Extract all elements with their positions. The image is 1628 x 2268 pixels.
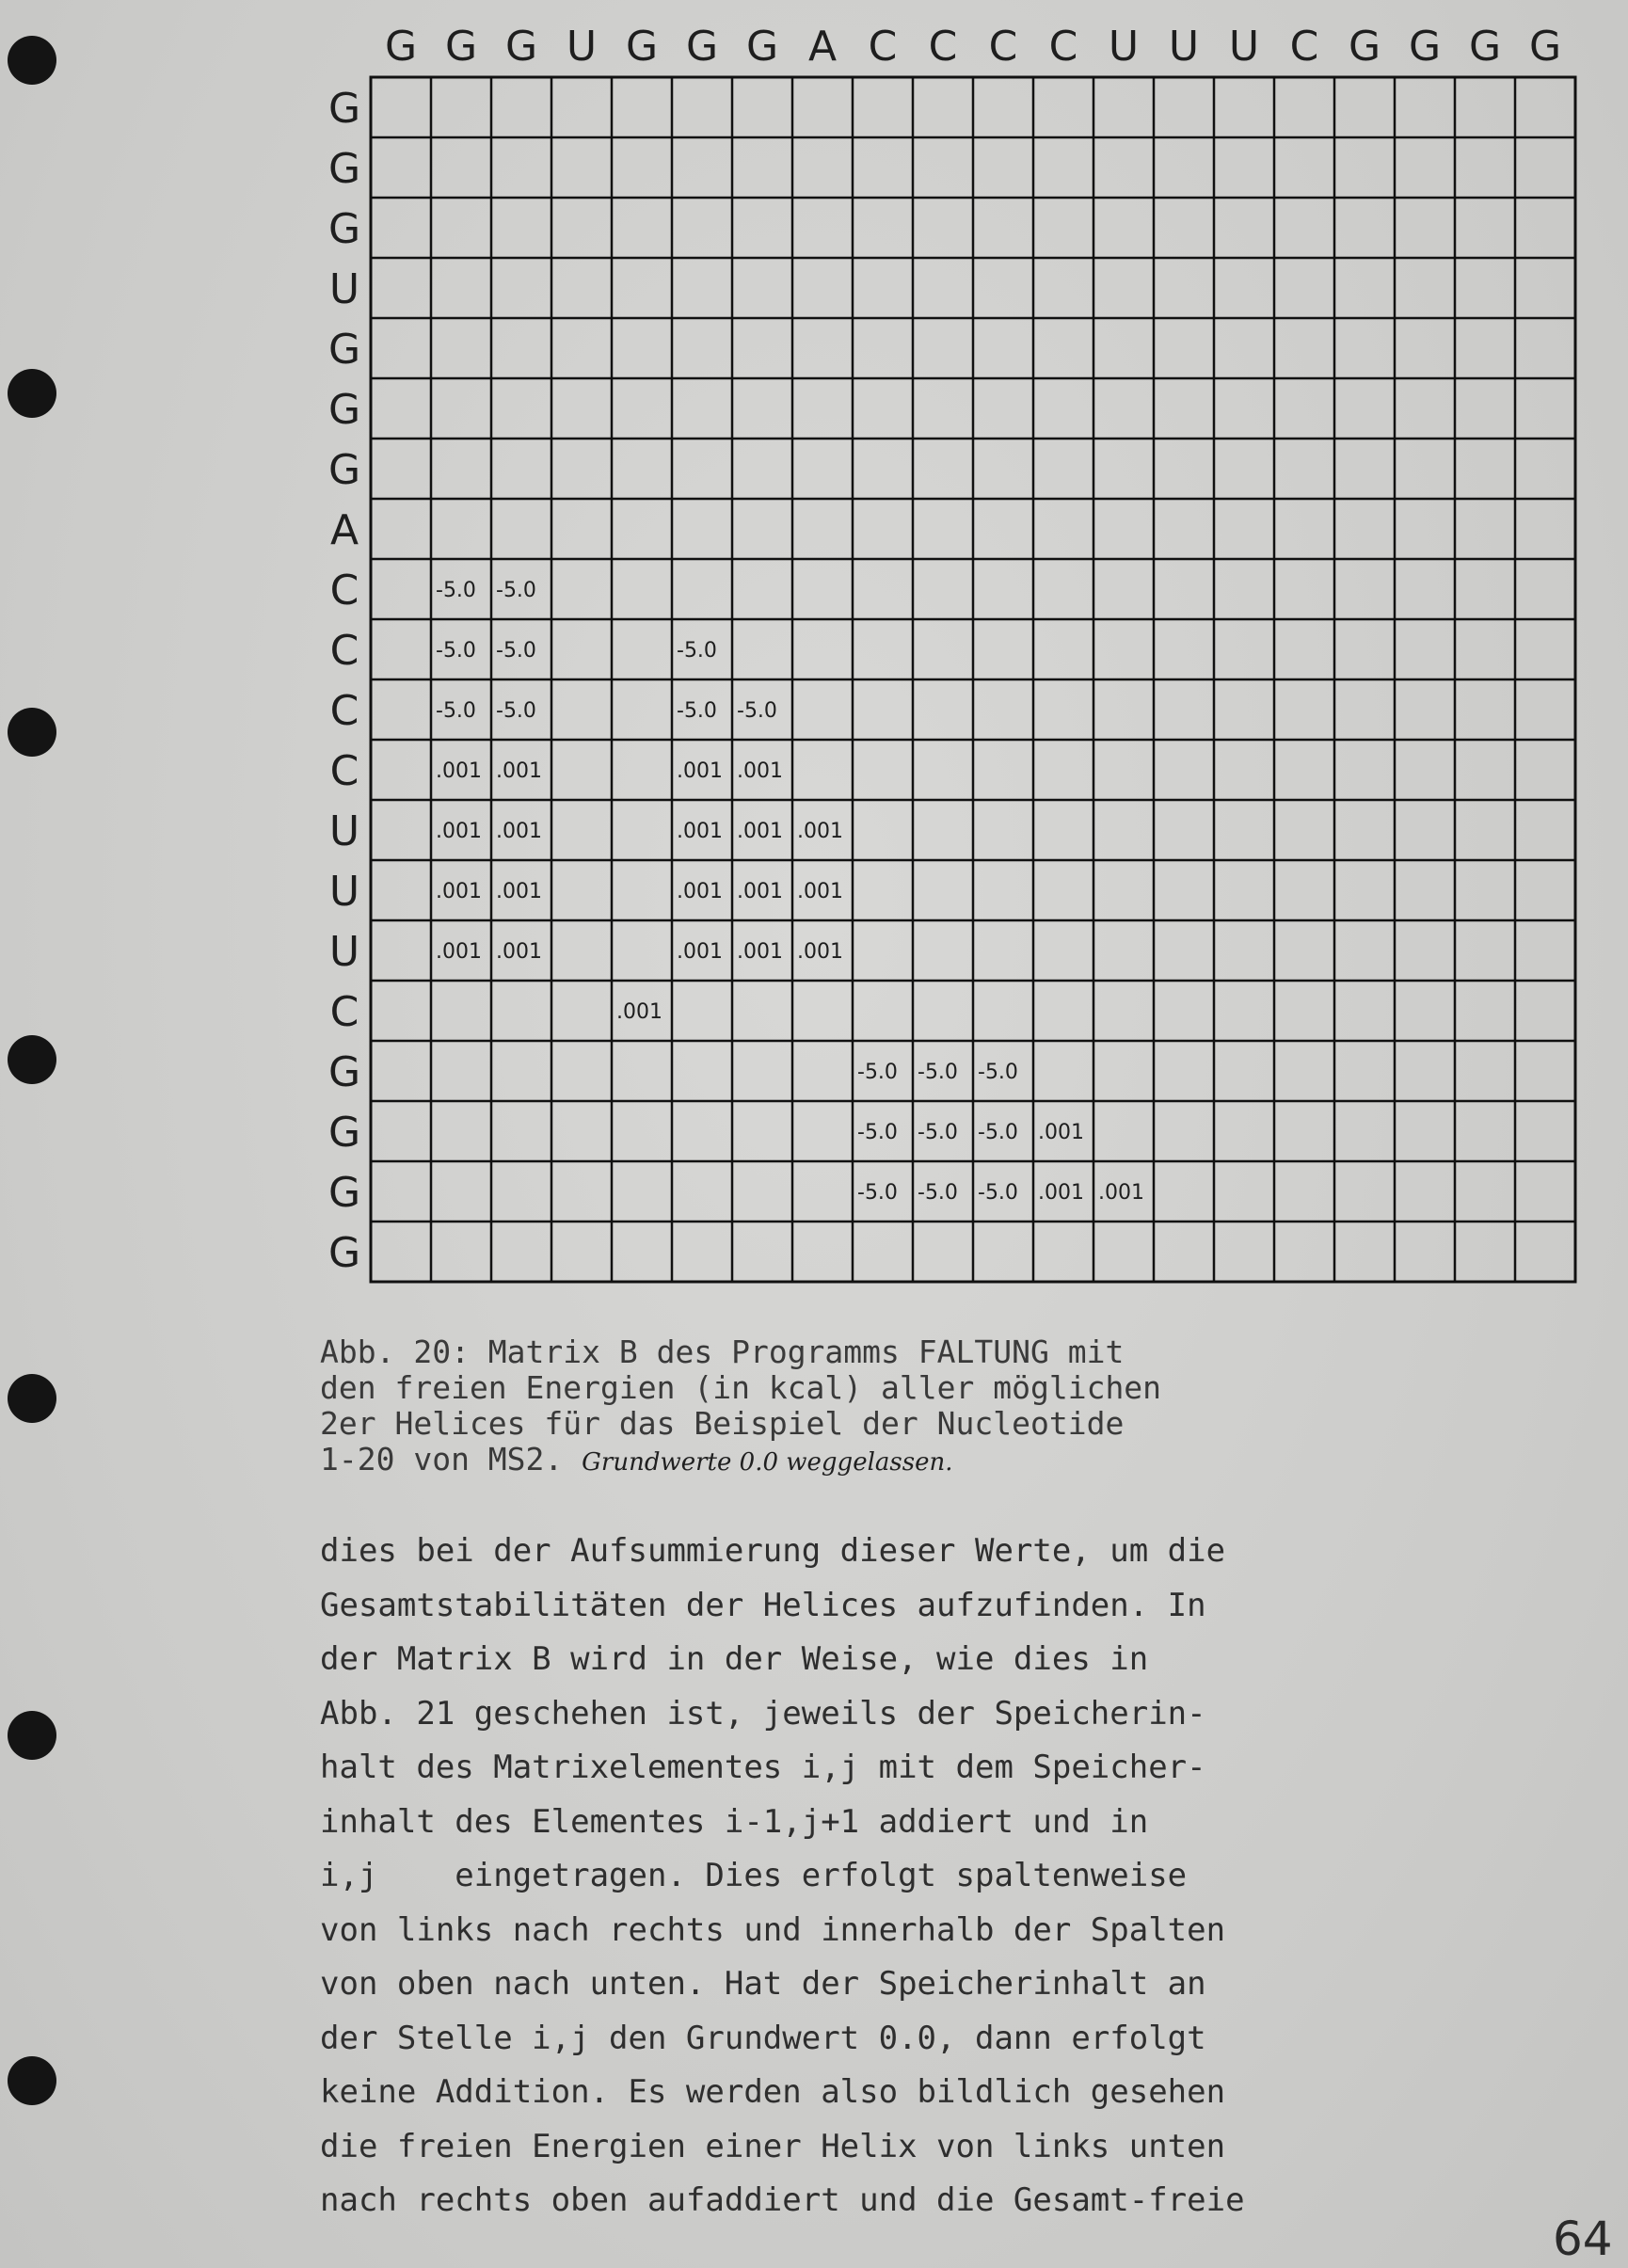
matrix-cell-value: -5.0 bbox=[978, 1121, 1018, 1144]
column-label: C bbox=[988, 23, 1018, 71]
text-line: Abb. 21 geschehen ist, jeweils der Speicherin- bbox=[320, 1694, 1206, 1733]
row-label: G bbox=[327, 85, 361, 133]
matrix-cell-value: .001 bbox=[797, 940, 843, 964]
row-label: G bbox=[327, 1169, 361, 1217]
matrix-cell-value: -5.0 bbox=[436, 639, 476, 663]
row-label: U bbox=[328, 928, 360, 976]
row-label: C bbox=[329, 567, 359, 615]
text-line: der Matrix B wird in der Weise, wie dies in bbox=[320, 1640, 1149, 1678]
binder-hole bbox=[8, 1711, 56, 1760]
row-label: G bbox=[327, 386, 361, 434]
matrix-cell-value: .001 bbox=[436, 940, 482, 964]
matrix-cell-value: .001 bbox=[436, 759, 482, 783]
matrix-cell-value: .001 bbox=[436, 820, 482, 843]
matrix-cell-value: -5.0 bbox=[737, 699, 777, 723]
column-label: G bbox=[504, 23, 538, 71]
matrix-cell-value: .001 bbox=[496, 940, 542, 964]
matrix-cell-value: .001 bbox=[677, 759, 723, 783]
column-label: G bbox=[685, 23, 719, 71]
column-label: C bbox=[1289, 23, 1319, 71]
matrix-cell-value: .001 bbox=[616, 1000, 662, 1024]
matrix-cell-value: -5.0 bbox=[436, 579, 476, 602]
row-label: U bbox=[328, 265, 360, 313]
binder-hole bbox=[8, 1035, 56, 1084]
matrix-cell-value: -5.0 bbox=[496, 579, 536, 602]
matrix-cell-value: .001 bbox=[436, 880, 482, 903]
matrix-cell-value: .001 bbox=[496, 759, 542, 783]
matrix-cell-value: .001 bbox=[737, 940, 783, 964]
row-label: C bbox=[329, 627, 359, 675]
column-label: G bbox=[625, 23, 659, 71]
column-label: U bbox=[566, 23, 598, 71]
binder-hole bbox=[8, 36, 56, 85]
matrix-cell-value: -5.0 bbox=[857, 1181, 898, 1205]
text-line: dies bei der Aufsummierung dieser Werte, um die bbox=[320, 1532, 1226, 1570]
matrix-cell-value: .001 bbox=[797, 880, 843, 903]
matrix-cell-value: -5.0 bbox=[857, 1121, 898, 1144]
matrix-cell-value: -5.0 bbox=[496, 699, 536, 723]
row-label: U bbox=[328, 868, 360, 916]
matrix-cell-value: -5.0 bbox=[496, 639, 536, 663]
energy-matrix bbox=[311, 0, 1581, 1318]
text-line: halt des Matrixelementes i,j mit dem Speicher- bbox=[320, 1749, 1206, 1786]
text-line: der Stelle i,j den Grundwert 0.0, dann erfolgt bbox=[320, 2019, 1206, 2057]
matrix-cell-value: .001 bbox=[1038, 1181, 1084, 1205]
matrix-cell-value: -5.0 bbox=[918, 1121, 958, 1144]
text-line: i,j eingetragen. Dies erfolgt spaltenweise bbox=[320, 1857, 1188, 1894]
matrix-cell-value: -5.0 bbox=[978, 1061, 1018, 1084]
body-text bbox=[320, 1525, 1430, 2228]
matrix-cell-value: -5.0 bbox=[677, 699, 717, 723]
matrix-cell-value: .001 bbox=[1038, 1121, 1084, 1144]
column-label: G bbox=[1348, 23, 1381, 71]
column-label: G bbox=[444, 23, 478, 71]
row-label: G bbox=[327, 1109, 361, 1157]
binder-hole bbox=[8, 2056, 56, 2105]
row-label: G bbox=[327, 446, 361, 494]
caption-line: Abb. 20: Matrix B des Programms FALTUNG mit bbox=[320, 1334, 1125, 1370]
text-line: von oben nach unten. Hat der Speicherinhalt an bbox=[320, 1965, 1206, 2003]
binder-hole bbox=[8, 1374, 56, 1423]
matrix-cell-value: -5.0 bbox=[677, 639, 717, 663]
matrix-cell-value: .001 bbox=[677, 940, 723, 964]
column-label: C bbox=[1048, 23, 1078, 71]
energy-matrix-figure bbox=[311, 0, 1581, 1318]
column-label: G bbox=[1468, 23, 1502, 71]
row-label: G bbox=[327, 205, 361, 253]
column-label: G bbox=[384, 23, 418, 71]
matrix-cell-value: .001 bbox=[496, 880, 542, 903]
row-label: C bbox=[329, 687, 359, 735]
text-line: Gesamtstabilitäten der Helices aufzufinden. In bbox=[320, 1586, 1206, 1624]
matrix-cell-value: .001 bbox=[677, 820, 723, 843]
column-label: G bbox=[1408, 23, 1442, 71]
row-label: C bbox=[329, 747, 359, 795]
page-number: 64 bbox=[1553, 2212, 1613, 2266]
matrix-cell-value: -5.0 bbox=[918, 1181, 958, 1205]
text-line: nach rechts oben aufaddiert und die Gesamt-freie bbox=[320, 2181, 1245, 2219]
caption-line: 1-20 von MS2. bbox=[320, 1441, 564, 1477]
matrix-cell-value: .001 bbox=[797, 820, 843, 843]
handwritten-note: Grundwerte 0.0 weggelassen. bbox=[582, 1448, 953, 1477]
caption-line: 2er Helices für das Beispiel der Nucleotide bbox=[320, 1405, 1125, 1442]
text-line: die freien Energien einer Helix von links unten bbox=[320, 2127, 1226, 2165]
text-line: keine Addition. Es werden also bildlich gesehen bbox=[320, 2073, 1226, 2111]
column-label: C bbox=[868, 23, 898, 71]
row-label: U bbox=[328, 807, 360, 855]
matrix-cell-value: .001 bbox=[1098, 1181, 1144, 1205]
matrix-cell-value: -5.0 bbox=[978, 1181, 1018, 1205]
matrix-cell-value: .001 bbox=[496, 820, 542, 843]
matrix-cell-value: .001 bbox=[737, 820, 783, 843]
column-label: U bbox=[1168, 23, 1200, 71]
row-label: C bbox=[329, 988, 359, 1036]
matrix-cell-value: .001 bbox=[737, 880, 783, 903]
text-line: von links nach rechts und innerhalb der Spalten bbox=[320, 1910, 1226, 1949]
caption-line: den freien Energien (in kcal) aller möglichen bbox=[320, 1369, 1162, 1406]
column-label: G bbox=[745, 23, 779, 71]
binder-hole bbox=[8, 369, 56, 418]
column-label: U bbox=[1228, 23, 1260, 71]
binder-hole bbox=[8, 708, 56, 757]
row-label: G bbox=[327, 1048, 361, 1096]
row-label: G bbox=[327, 326, 361, 374]
column-label: G bbox=[1528, 23, 1562, 71]
matrix-cell-value: -5.0 bbox=[436, 699, 476, 723]
matrix-cell-value: .001 bbox=[737, 759, 783, 783]
column-label: U bbox=[1108, 23, 1140, 71]
figure-caption bbox=[320, 1334, 1355, 1480]
column-label: A bbox=[807, 23, 838, 71]
row-label: G bbox=[327, 145, 361, 193]
matrix-cell-value: -5.0 bbox=[857, 1061, 898, 1084]
text-line: inhalt des Elementes i-1,j+1 addiert und in bbox=[320, 1802, 1149, 1841]
column-label: C bbox=[928, 23, 958, 71]
row-label: G bbox=[327, 1229, 361, 1277]
matrix-cell-value: -5.0 bbox=[918, 1061, 958, 1084]
row-label: A bbox=[329, 506, 359, 554]
matrix-cell-value: .001 bbox=[677, 880, 723, 903]
